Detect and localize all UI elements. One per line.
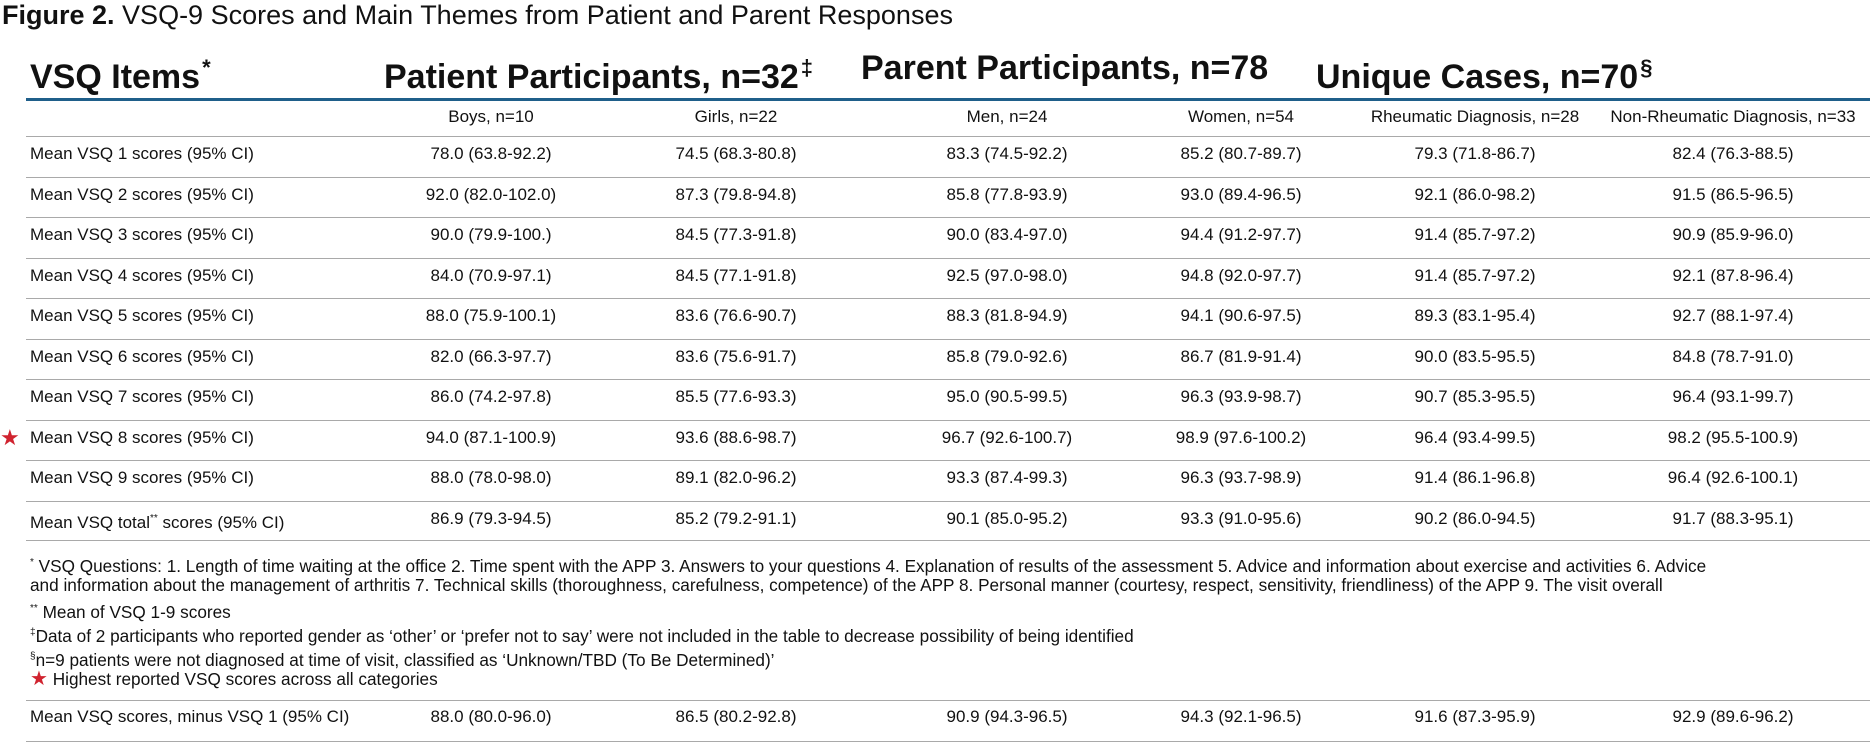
table-cell: 84.5 (77.3-91.8) [675,225,797,244]
table-cell: 94.3 (92.1-96.5) [1180,707,1302,726]
header-patients [384,48,813,97]
footnote-diagnosis-text: n=9 patients were not diagnosed at time of visit, classified as ‘Unknown/TBD (To Be Determined)’ [35,650,775,670]
table-cell: 90.7 (85.3-95.5) [1414,387,1536,406]
footnote-questions-mark: * [30,557,34,568]
row-divider [26,339,1870,340]
table-cell: 96.7 (92.6-100.7) [941,428,1073,447]
table-cell: 85.8 (77.8-93.9) [946,185,1068,204]
table-cell: 88.0 (80.0-96.0) [430,707,552,726]
table-cell: 90.1 (85.0-95.2) [946,509,1068,528]
column-header: Men, n=24 [966,107,1048,126]
footnote-gender-text: Data of 2 participants who reported gender as ‘other’ or ‘prefer not to say’ were not included in the table to decrease possibility of being identified [35,626,1134,646]
table-cell: 91.7 (88.3-95.1) [1672,509,1794,528]
row-divider [26,420,1870,421]
table-cell: 96.3 (93.9-98.7) [1180,387,1302,406]
row-label: Mean VSQ 3 scores (95% CI) [30,225,254,244]
table-cell: 89.3 (83.1-95.4) [1414,306,1536,325]
table-cell: 87.3 (79.8-94.8) [675,185,797,204]
table-cell: 98.9 (97.6-100.2) [1175,428,1307,447]
table-cell: 94.8 (92.0-97.7) [1180,266,1302,285]
footnote-mean-mark: ** [30,603,38,614]
table-cell: 90.0 (79.9-100.) [430,225,552,244]
table-cell: 90.2 (86.0-94.5) [1414,509,1536,528]
column-header: Boys, n=10 [448,107,534,126]
row-label: Mean VSQ 4 scores (95% CI) [30,266,254,285]
row-divider [26,298,1870,299]
table-cell: 91.5 (86.5-96.5) [1672,185,1794,204]
row-label: Mean VSQ 2 scores (95% CI) [30,185,254,204]
star-icon: ★ [30,668,48,690]
column-header: Girls, n=22 [694,107,778,126]
table-cell: 83.3 (74.5-92.2) [946,144,1068,163]
table-cell: 91.4 (85.7-97.2) [1414,266,1536,285]
table-cell: 90.0 (83.5-95.5) [1414,347,1536,366]
table-cell: 92.9 (89.6-96.2) [1672,707,1794,726]
table-cell: 79.3 (71.8-86.7) [1414,144,1536,163]
table-cell: 93.3 (87.4-99.3) [946,468,1068,487]
table-cell: 83.6 (76.6-90.7) [675,306,797,325]
row-divider [26,379,1870,380]
row-label: Mean VSQ 9 scores (95% CI) [30,468,254,487]
row-label: Mean VSQ 8 scores (95% CI) [30,428,254,447]
row-divider [26,177,1870,178]
table-cell: 82.4 (76.3-88.5) [1672,144,1794,163]
table-cell: 88.0 (78.0-98.0) [430,468,552,487]
table-cell: 96.4 (93.4-99.5) [1414,428,1536,447]
table-cell: 86.7 (81.9-91.4) [1180,347,1302,366]
table-cell: 85.2 (79.2-91.1) [675,509,797,528]
footnote-star-text: Highest reported VSQ scores across all categories [47,669,438,689]
table-cell: 92.7 (88.1-97.4) [1672,306,1794,325]
table-cell: 95.0 (90.5-99.5) [946,387,1068,406]
header-vsq-items [30,48,211,97]
column-header: Rheumatic Diagnosis, n=28 [1370,107,1580,126]
table-cell: 88.0 (75.9-100.1) [425,306,557,325]
table-cell: 96.4 (92.6-100.1) [1667,468,1799,487]
row-divider [26,136,1870,137]
table-cell: 94.0 (87.1-100.9) [425,428,557,447]
header-cases [1316,48,1652,97]
row-label: Mean VSQ 7 scores (95% CI) [30,387,254,406]
header-patients-mark: ‡ [800,55,814,80]
table-cell: 94.1 (90.6-97.5) [1180,306,1302,325]
table-cell: 91.6 (87.3-95.9) [1414,707,1536,726]
table-cell: 85.2 (80.7-89.7) [1180,144,1302,163]
header-vsq-items-mark: * [202,55,211,80]
table-cell: 82.0 (66.3-97.7) [430,347,552,366]
table-cell: 90.9 (94.3-96.5) [946,707,1068,726]
table-cell: 89.1 (82.0-96.2) [675,468,797,487]
table-cell: 86.5 (80.2-92.8) [675,707,797,726]
row-label-minus: Mean VSQ scores, minus VSQ 1 (95% CI) [30,707,350,726]
row-divider [26,700,1870,701]
table-cell: 92.0 (82.0-102.0) [425,185,557,204]
header-patients-text: Patient Participants, n=32 [384,58,799,96]
table-cell: 86.9 (79.3-94.5) [430,509,552,528]
figure-title [2,0,953,30]
row-label-total [30,509,284,533]
figure-label: Figure 2. [2,0,115,30]
table-cell: 92.1 (87.8-96.4) [1672,266,1794,285]
row-divider [26,741,1870,742]
row-divider [26,258,1870,259]
header-rule [26,98,1870,101]
total-label-mark: ** [150,513,158,524]
header-cases-mark: § [1640,55,1653,80]
table-cell: 90.9 (85.9-96.0) [1672,225,1794,244]
table-cell: 74.5 (68.3-80.8) [675,144,797,163]
column-header: Non-Rheumatic Diagnosis, n=33 [1610,107,1856,126]
total-label-post: scores (95% CI) [157,513,285,532]
table-cell: 94.4 (91.2-97.7) [1180,225,1302,244]
table-cell: 85.5 (77.6-93.3) [675,387,797,406]
table-cell: 84.5 (77.1-91.8) [675,266,797,285]
footnote-diagnosis-mark: § [30,651,36,662]
row-label: Mean VSQ 1 scores (95% CI) [30,144,254,163]
table-cell: 78.0 (63.8-92.2) [430,144,552,163]
table-cell: 84.8 (78.7-91.0) [1672,347,1794,366]
footnote-questions-text-2: and information about the management of arthritis 7. Technical skills (thoroughness, carefulness, competence) of the APP 8. Personal manner (courtesy, respect, sensitivity, friendliness) of the APP 9. The visit overall [30,575,1663,595]
table-cell: 93.0 (89.4-96.5) [1180,185,1302,204]
header-parents-text: Parent Participants, n=78 [861,49,1269,87]
table-cell: 90.0 (83.4-97.0) [946,225,1068,244]
footnote-star [30,668,438,692]
table-cell: 91.4 (85.7-97.2) [1414,225,1536,244]
table-cell: 93.3 (91.0-95.6) [1180,509,1302,528]
column-header: Women, n=54 [1187,107,1295,126]
table-cell: 86.0 (74.2-97.8) [430,387,552,406]
table-cell: 98.2 (95.5-100.9) [1667,428,1799,447]
table-cell: 88.3 (81.8-94.9) [946,306,1068,325]
footnote-gender-mark: ‡ [30,627,36,638]
table-cell: 93.6 (88.6-98.7) [675,428,797,447]
star-icon: ★ [0,425,20,450]
footnote-questions-2 [30,574,1663,598]
row-divider [26,217,1870,218]
table-cell: 84.0 (70.9-97.1) [430,266,552,285]
table-cell: 85.8 (79.0-92.6) [946,347,1068,366]
row-divider [26,460,1870,461]
table-cell: 92.5 (97.0-98.0) [946,266,1068,285]
footnote-mean-text: Mean of VSQ 1-9 scores [37,602,231,622]
row-divider [26,540,1870,541]
table-cell: 92.1 (86.0-98.2) [1414,185,1536,204]
header-cases-text: Unique Cases, n=70 [1316,58,1639,96]
footnote-questions-text-1: VSQ Questions: 1. Length of time waiting at the office 2. Time spent with the APP 3. Answers to your questions 4. Explanation of results of the assessment 5. Advice and information about exercise and activities 6. Advice [33,556,1707,576]
table-cell: 96.3 (93.7-98.9) [1180,468,1302,487]
table-cell: 91.4 (86.1-96.8) [1414,468,1536,487]
total-label-pre: Mean VSQ total [30,513,151,532]
header-vsq-items-text: VSQ Items [30,58,201,96]
row-divider [26,501,1870,502]
table-cell: 83.6 (75.6-91.7) [675,347,797,366]
table-cell: 96.4 (93.1-99.7) [1672,387,1794,406]
row-label: Mean VSQ 5 scores (95% CI) [30,306,254,325]
header-parents [861,48,1268,88]
row-label: Mean VSQ 6 scores (95% CI) [30,347,254,366]
figure-title-text: VSQ-9 Scores and Main Themes from Patient and Parent Responses [122,0,953,30]
